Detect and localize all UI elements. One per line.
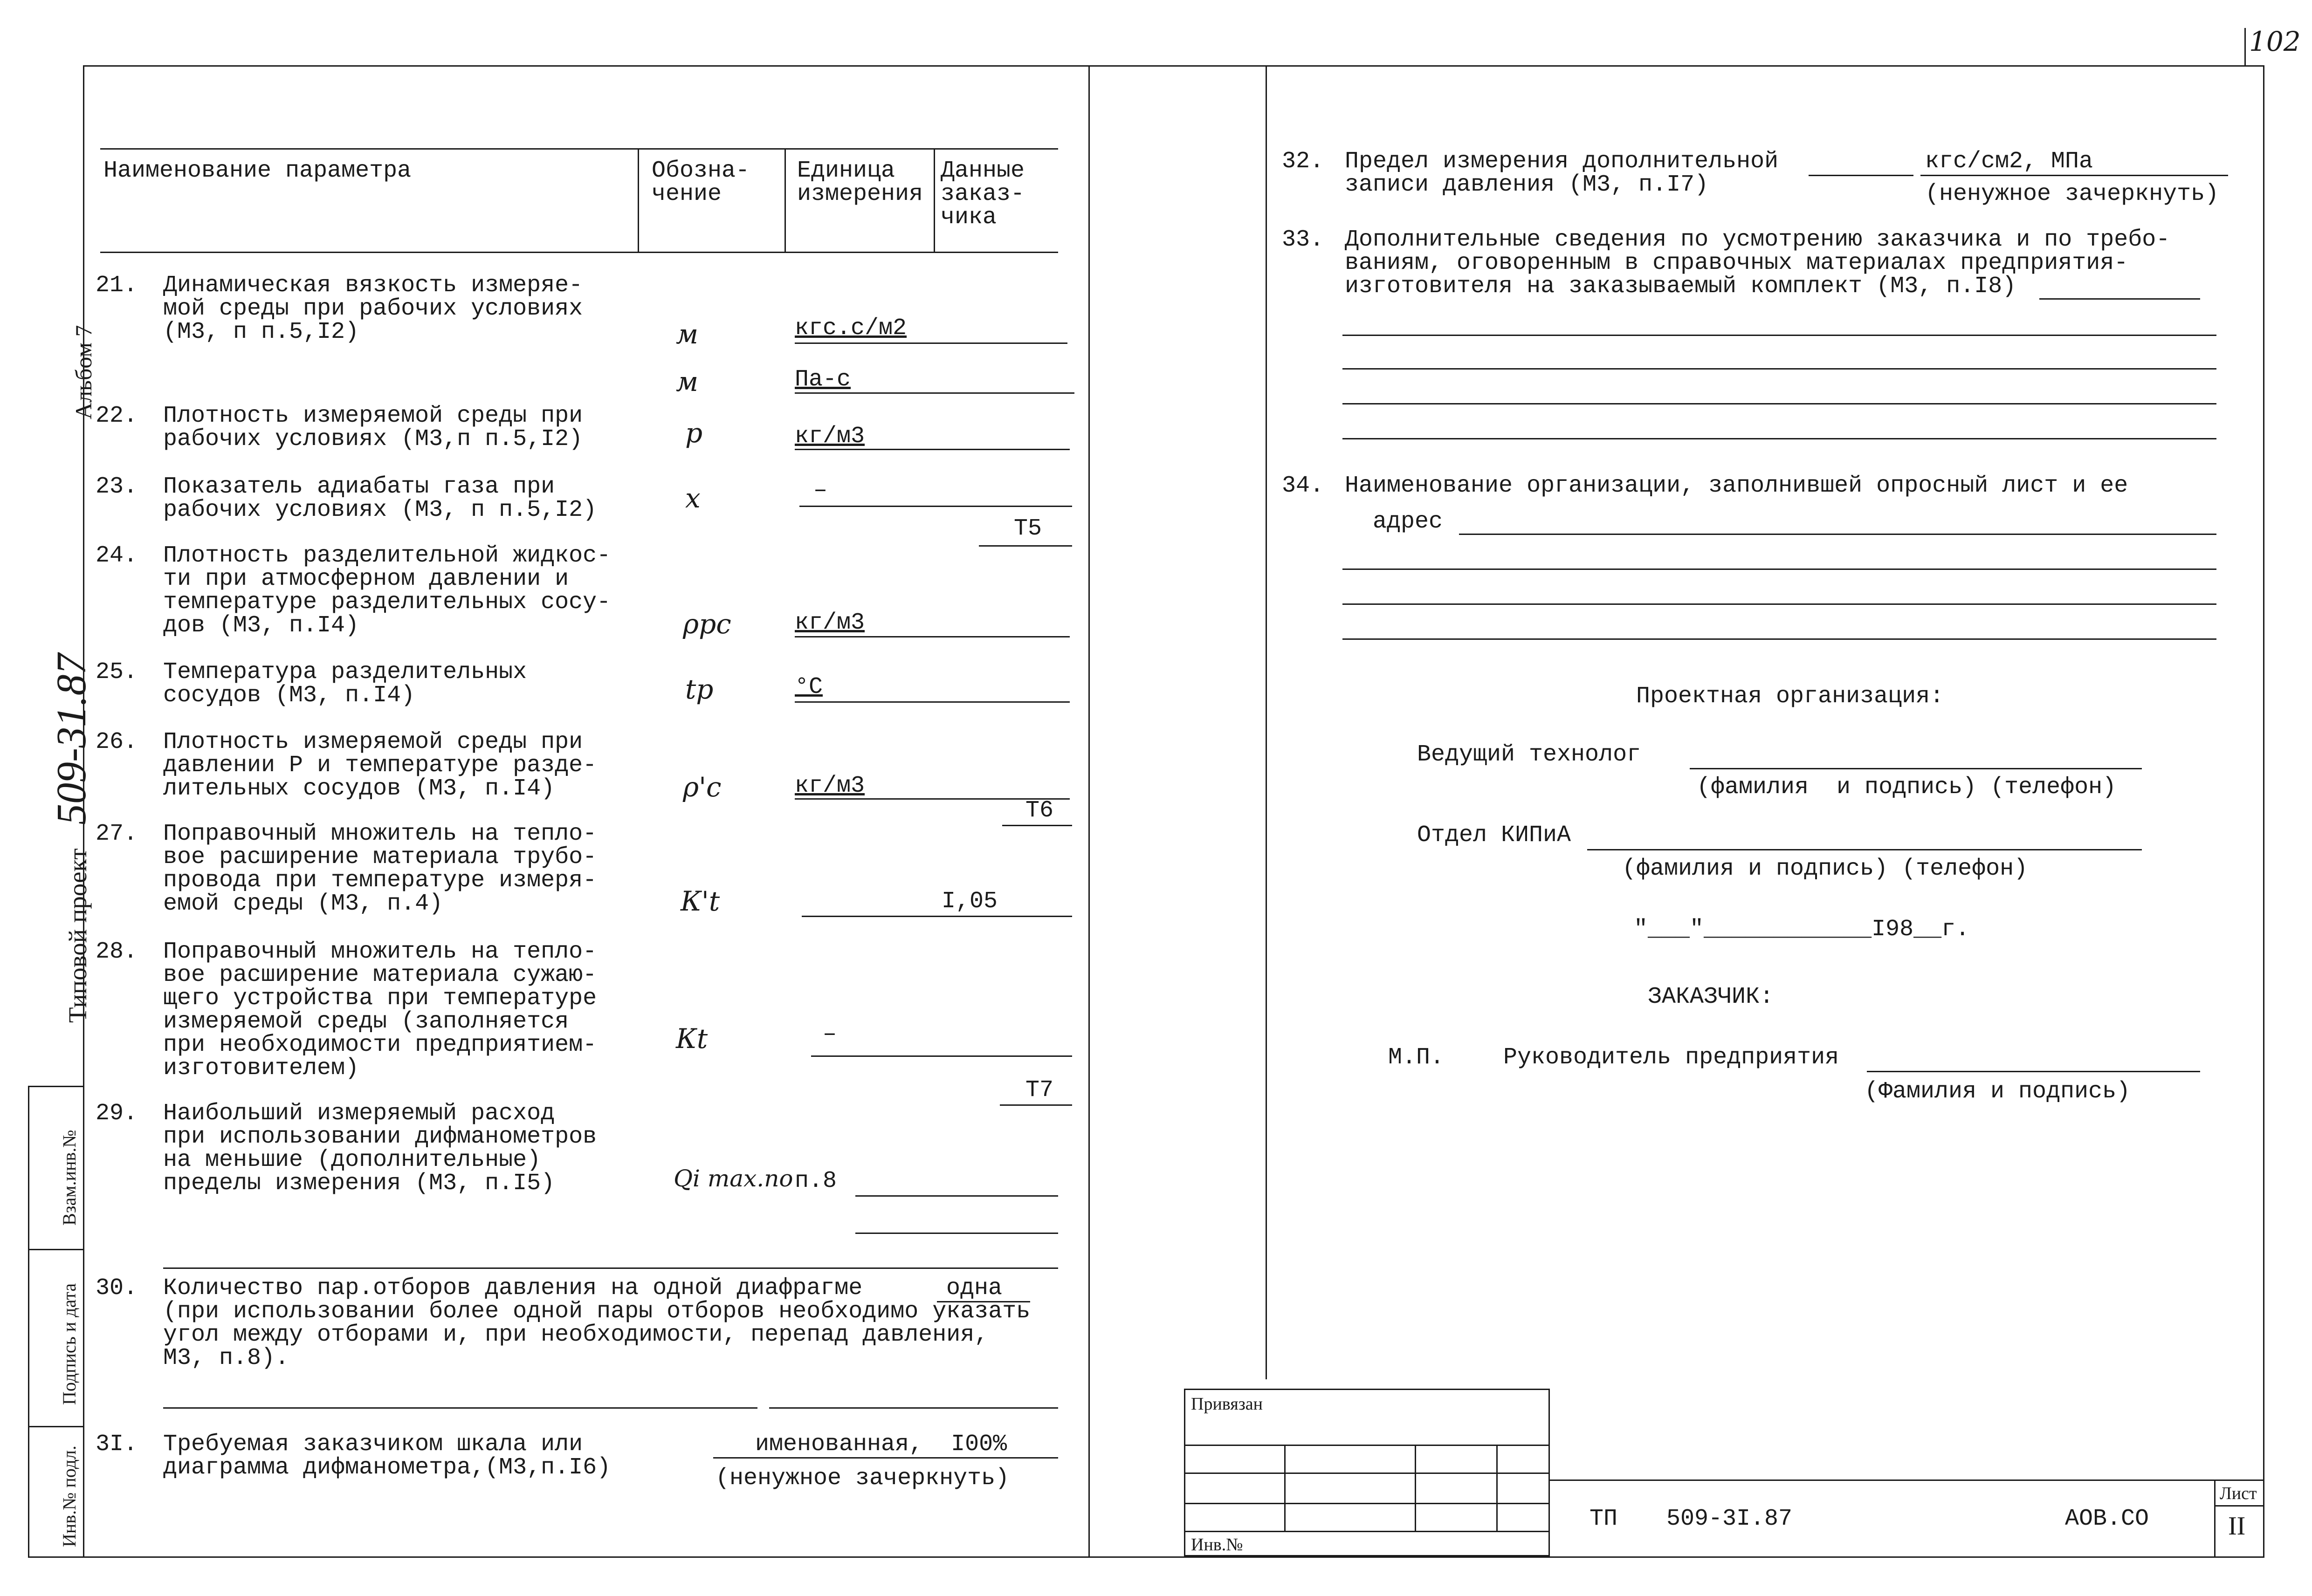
item-symbol: tр: [685, 673, 714, 705]
item33-line: [1342, 403, 2216, 404]
dept-line: [1587, 849, 2142, 850]
item31-text: Требуемая заказчиком шкала или диаграмма дифманометра,(М3,п.I6): [163, 1431, 611, 1481]
item-text: Плотность измеряемой среды при давлении Р и температуре разде- лительных сосудов (М3, п.I4): [163, 729, 597, 802]
stamp-col: [1415, 1445, 1416, 1531]
item-unit: п.8: [795, 1168, 837, 1194]
stamp-code: 509-3I.87: [1666, 1506, 1793, 1532]
item31-value-line: [713, 1457, 1058, 1459]
head-note: (Фамилия и подпись): [1865, 1078, 2131, 1105]
item30-bottom-line-a: [163, 1407, 757, 1409]
item34-addr: адрес: [1373, 508, 1443, 535]
fill-line: [795, 392, 1074, 394]
item30-top-line: [163, 1267, 1058, 1269]
item32-note: (ненужное зачеркнуть): [1925, 181, 2219, 207]
org-title: Проектная организация:: [1636, 683, 1944, 710]
dept-note: (фамилия и подпись) (телефон): [1622, 856, 2028, 882]
side-project-type: Типовой проект: [63, 848, 92, 1023]
stamp-row: [1184, 1473, 1550, 1474]
item-text: Динамическая вязкость измеряе- мой среды при рабочих условиях (М3, п п.5,I2): [163, 272, 583, 345]
sheet-col: [2214, 1480, 2216, 1556]
fill-line: [802, 916, 1072, 917]
mark-t5-line: [979, 545, 1072, 547]
item-text: Наибольший измеряемый расход при использовании дифманометров на меньшие (дополнительные) пределы измерения (М3, п.I5): [163, 1100, 597, 1197]
mark-t6-line: [1002, 825, 1072, 826]
item-text: Температура разделительных сосудов (М3, п.I4): [163, 659, 527, 709]
frame-bottom: [28, 1556, 2264, 1558]
item34-line: [1342, 638, 2216, 640]
mp-label: М.П.: [1388, 1044, 1445, 1071]
stamp-tp: ТП: [1590, 1506, 1618, 1532]
header-customer: Данные заказ- чика: [941, 158, 1025, 231]
side-signature: Подпись и дата: [59, 1283, 80, 1405]
date-line: "___"____________I98__г.: [1634, 916, 1970, 943]
item34-text: Наименование организации, заполнившей опросный лист и ее: [1345, 473, 2128, 499]
item-symbol: м: [676, 366, 699, 397]
mark-t5: Т5: [1014, 515, 1042, 542]
frame-right: [2263, 65, 2264, 1556]
item-unit: –: [813, 477, 828, 504]
fill-line: [811, 1055, 1072, 1057]
mark-t7-line: [1000, 1104, 1072, 1106]
item34-number: 34.: [1281, 473, 1324, 499]
item-text: Плотность разделительной жидкос- ти при атмосферном давлении и температуре разделительных сосу- дов (М3, п.I4): [163, 542, 611, 639]
stamp-doc: АОВ.СО: [2065, 1506, 2149, 1532]
customer-title: ЗАКАЗЧИК:: [1648, 984, 1774, 1010]
column-divider: [1088, 65, 1090, 1556]
stamp-bound: Привязан: [1191, 1394, 1263, 1414]
item-unit: Па-с: [795, 366, 851, 393]
item-number: 21.: [95, 272, 138, 299]
side-project-code: 509-31.87: [48, 653, 95, 825]
stamp-row: [1184, 1445, 1550, 1446]
page-corner-number: 102: [2249, 26, 2301, 57]
item-number: 24.: [95, 542, 138, 569]
fill-line: [795, 701, 1070, 703]
item31-value: именованная, I00%: [755, 1431, 1007, 1458]
item32-unit-line: [1920, 175, 2228, 176]
lead-label: Ведущий технолог: [1417, 741, 1641, 768]
fill-line: [855, 1195, 1058, 1197]
item33-fill-line: [2039, 298, 2200, 300]
fill-line: [795, 342, 1067, 344]
item33-line: [1342, 335, 2216, 336]
item33-line: [1342, 368, 2216, 370]
item-text: Поправочный множитель на тепло- вое расширение материала сужаю- щего устройства при температуре измеряемой среды (заполняется при необходимости предприятием- изготовителем): [163, 938, 597, 1082]
fill-line: [795, 449, 1070, 450]
fill-line: [855, 1233, 1058, 1234]
frame-top: [83, 65, 2264, 67]
item34-line: [1342, 603, 2216, 605]
header-designation: Обозна- чение: [652, 158, 750, 207]
side-strip-line: [28, 1086, 29, 1556]
item30-bottom-line-b: [769, 1407, 1058, 1409]
item-number: 27.: [95, 821, 138, 847]
lead-line: [1690, 768, 2142, 769]
header-top-line: [100, 148, 1058, 150]
corner-mark: [2244, 28, 2246, 65]
item32-fill-line: [1809, 175, 1913, 176]
mark-t7: Т7: [1025, 1077, 1054, 1103]
item32-unit: кгс/см2, МПа: [1925, 148, 2093, 175]
fill-line: [795, 636, 1070, 637]
side-inv: Инв.№ подл.: [59, 1445, 80, 1547]
item-symbol: х: [685, 482, 701, 514]
item30-text: Количество пар.отборов давления на одной диафрагме: [163, 1275, 863, 1301]
item-unit: кг/м3: [795, 423, 865, 450]
item-unit: –: [823, 1021, 837, 1048]
item31-number: 3I.: [95, 1431, 138, 1458]
column-divider-2: [1266, 65, 1267, 1379]
side-vzam: Взам.инв.№: [59, 1130, 80, 1226]
item33-number: 33.: [1281, 226, 1324, 253]
sheet-number: II: [2228, 1512, 2246, 1541]
item-symbol: ρ'с: [683, 771, 722, 803]
item32-number: 32.: [1281, 148, 1324, 175]
stamp-row: [1184, 1503, 1550, 1504]
item-symbol: К't: [681, 885, 720, 917]
head-line: [1867, 1071, 2200, 1072]
header-name: Наименование параметра: [103, 158, 412, 184]
item-symbol: Кt: [676, 1023, 708, 1055]
title-block-top: [1550, 1480, 2263, 1481]
mark-t6: Т6: [1025, 797, 1054, 824]
item-number: 22.: [95, 403, 138, 429]
item-text: Плотность измеряемой среды при рабочих условиях (М3,п п.5,I2): [163, 403, 583, 452]
header-col2: [784, 148, 786, 252]
item30-number: 30.: [95, 1275, 138, 1301]
item-symbol: ρрс: [683, 608, 731, 640]
item-unit: кгс.с/м2: [795, 315, 907, 342]
stamp-inv: Инв.№: [1191, 1535, 1243, 1555]
side-strip-sep1: [28, 1086, 83, 1087]
side-strip-sep2: [28, 1249, 83, 1250]
stamp-col: [1284, 1445, 1286, 1531]
item-text: Показатель адиабаты газа при рабочих условиях (М3, п п.5,I2): [163, 473, 597, 523]
lead-note: (фамилия и подпись) (телефон): [1697, 774, 2117, 801]
item-number: 23.: [95, 473, 138, 500]
fill-line: [799, 506, 1072, 507]
item-unit: кг/м3: [795, 610, 865, 636]
item-number: 25.: [95, 659, 138, 685]
item-unit: °С: [795, 674, 823, 700]
sheet-sep: [2214, 1505, 2263, 1507]
item-symbol: Qi max.по: [674, 1165, 793, 1192]
side-album: Альбом 7: [70, 325, 96, 419]
head-label: Руководитель предприятия: [1503, 1044, 1839, 1071]
stamp-row: [1184, 1531, 1550, 1532]
side-strip-sep3: [28, 1426, 83, 1427]
header-bottom-line: [100, 252, 1058, 253]
item33-text: Дополнительные сведения по усмотрению заказчика и по требо- ваниям, оговоренным в справочных материалах предприятия- изготовителя на заказываемый комплект (М3, п.I8): [1345, 226, 2170, 300]
header-unit: Единица измерения: [797, 158, 923, 207]
item-symbol: м: [676, 318, 699, 350]
item-symbol: р: [685, 417, 703, 449]
item-text: Поправочный множитель на тепло- вое расширение материала трубо- провода при температуре измеря- емой среды (М3, п.4): [163, 821, 597, 917]
item34-line: [1459, 534, 2216, 535]
item30-text2: (при использовании более одной пары отборов необходимо указать угол между отборами и, при необходимости, перепад давления, М3, п.8).: [163, 1298, 1031, 1371]
item33-line: [1342, 438, 2216, 439]
item-unit: I,05: [942, 888, 998, 915]
header-col3: [934, 148, 935, 252]
item34-line: [1342, 569, 2216, 570]
item-unit: кг/м3: [795, 773, 865, 799]
item31-note: (ненужное зачеркнуть): [716, 1465, 1010, 1492]
dept-label: Отдел КИПиА: [1417, 822, 1571, 849]
item-number: 28.: [95, 938, 138, 965]
item-number: 29.: [95, 1100, 138, 1127]
stamp-col: [1496, 1445, 1498, 1531]
header-col1: [638, 148, 639, 252]
item32-text: Предел измерения дополнительной записи давления (М3, п.I7): [1345, 148, 1779, 198]
sheet-label: Лист: [2220, 1484, 2257, 1503]
item30-value: одна: [946, 1275, 1003, 1301]
item-number: 26.: [95, 729, 138, 755]
